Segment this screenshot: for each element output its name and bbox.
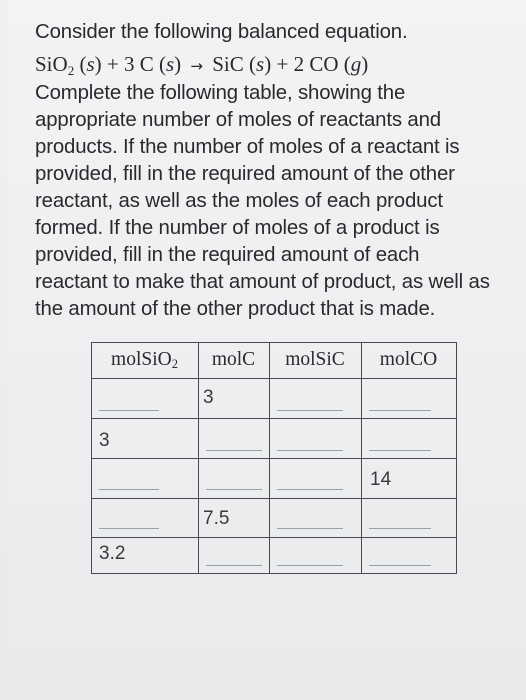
table-header-divider xyxy=(91,378,457,379)
header-mol-co: molCO xyxy=(379,349,438,370)
answer-blank-mol-sic[interactable] xyxy=(277,489,343,490)
answer-blank-mol-sio2[interactable] xyxy=(99,489,159,490)
table-row-divider xyxy=(91,537,457,538)
answer-blank-mol-sic[interactable] xyxy=(277,410,343,411)
instruction-line: formed. If the number of moles of a product is xyxy=(35,217,440,239)
instruction-line: the amount of the other product that is made. xyxy=(35,298,436,320)
reaction-arrow-icon: → xyxy=(190,57,203,75)
answer-blank-mol-sic[interactable] xyxy=(277,528,343,529)
instruction-line: provided, fill in the required amount of the other xyxy=(35,163,455,185)
header-mol-sic: molSiC xyxy=(285,349,345,370)
table-border-right xyxy=(456,342,457,574)
table-cell-value: 14 xyxy=(370,469,392,490)
table-cell-value: 7.5 xyxy=(203,508,230,529)
answer-blank-mol-co[interactable] xyxy=(369,410,431,411)
answer-blank-mol-c[interactable] xyxy=(206,489,262,490)
table-row-divider xyxy=(91,498,457,499)
answer-blank-mol-sio2[interactable] xyxy=(99,528,159,529)
reactant-sio2: SiO$_2$ xyxy=(35,52,75,78)
table-row-divider xyxy=(91,458,457,459)
answer-blank-mol-co[interactable] xyxy=(369,450,431,451)
header-mol-c: molC xyxy=(211,349,256,370)
question-intro: Consider the following balanced equation. xyxy=(35,21,408,43)
table-cell-value: 3 xyxy=(99,430,110,451)
reactant-c: 3 C xyxy=(123,52,154,76)
product-sic: SiC xyxy=(212,52,244,76)
instruction-line: reactant to make that amount of product, as well as xyxy=(35,271,490,293)
instruction-line: reactant, as well as the moles of each product xyxy=(35,190,443,212)
instruction-line: provided, fill in the required amount of each xyxy=(35,244,420,266)
table-border-bottom xyxy=(91,573,457,574)
answer-blank-mol-sic[interactable] xyxy=(277,450,343,451)
table-cell-value: 3 xyxy=(203,387,214,408)
answer-blank-mol-co[interactable] xyxy=(369,565,431,566)
instruction-line: products. If the number of moles of a reactant is xyxy=(35,136,460,158)
answer-blank-mol-co[interactable] xyxy=(369,528,431,529)
answer-blank-mol-sic[interactable] xyxy=(277,565,343,566)
instruction-line: Complete the following table, showing the xyxy=(35,82,406,104)
balanced-equation: SiO$_2$ (s) + 3 C (s) → SiC (s) + 2 CO (g) xyxy=(35,52,369,78)
answer-blank-mol-sio2[interactable] xyxy=(99,410,159,411)
product-co: 2 CO xyxy=(293,52,339,76)
header-mol-sio2: molSiO$_2$ xyxy=(111,349,178,371)
answer-blank-mol-c[interactable] xyxy=(206,450,262,451)
instruction-line: appropriate number of moles of reactants and xyxy=(35,109,441,131)
moles-table xyxy=(91,342,457,574)
table-row-divider xyxy=(91,418,457,419)
table-cell-value: 3.2 xyxy=(99,543,126,564)
answer-blank-mol-c[interactable] xyxy=(206,565,262,566)
